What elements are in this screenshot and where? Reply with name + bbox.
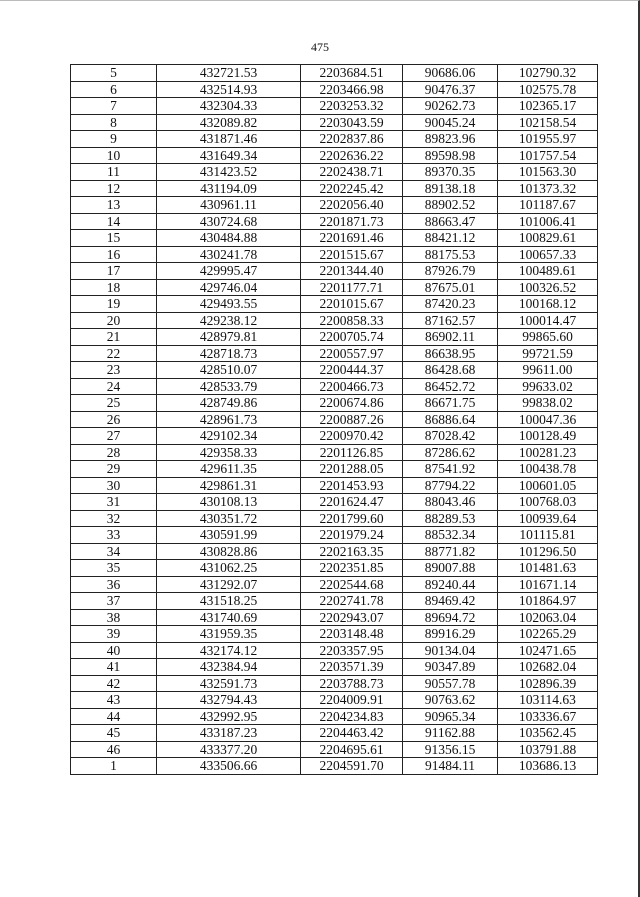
point-number-cell: 46: [71, 741, 157, 758]
coord-x-cell: 432384.94: [157, 659, 301, 676]
point-number-cell: 44: [71, 708, 157, 725]
coord-e-cell: 87162.57: [403, 312, 498, 329]
table-row: [71, 246, 598, 263]
coord-n-cell: 100768.03: [498, 494, 598, 511]
coord-n-cell: 101115.81: [498, 527, 598, 544]
coord-n-cell: 103114.63: [498, 692, 598, 709]
coord-y-cell: 2204591.70: [301, 758, 403, 775]
point-number-cell: 7: [71, 98, 157, 115]
coord-x-cell: 432992.95: [157, 708, 301, 725]
coord-n-cell: 101373.32: [498, 180, 598, 197]
coord-y-cell: 2203788.73: [301, 675, 403, 692]
coord-y-cell: 2204009.91: [301, 692, 403, 709]
table-row: [71, 329, 598, 346]
table-row: [71, 98, 598, 115]
point-number-cell: 34: [71, 543, 157, 560]
coord-e-cell: 89823.96: [403, 131, 498, 148]
coord-y-cell: 2202056.40: [301, 197, 403, 214]
coord-n-cell: 101671.14: [498, 576, 598, 593]
coord-n-cell: 99611.00: [498, 362, 598, 379]
point-number-cell: 28: [71, 444, 157, 461]
coord-n-cell: 100829.61: [498, 230, 598, 247]
table-row: [71, 692, 598, 709]
point-number-cell: 37: [71, 593, 157, 610]
coord-y-cell: 2201453.93: [301, 477, 403, 494]
coord-x-cell: 431194.09: [157, 180, 301, 197]
coord-n-cell: 103562.45: [498, 725, 598, 742]
coord-e-cell: 89007.88: [403, 560, 498, 577]
coord-y-cell: 2203148.48: [301, 626, 403, 643]
coord-e-cell: 88902.52: [403, 197, 498, 214]
coord-e-cell: 87286.62: [403, 444, 498, 461]
table-row: [71, 725, 598, 742]
coord-e-cell: 86671.75: [403, 395, 498, 412]
point-number-cell: 22: [71, 345, 157, 362]
point-number-cell: 21: [71, 329, 157, 346]
coord-e-cell: 88043.46: [403, 494, 498, 511]
coord-x-cell: 431871.46: [157, 131, 301, 148]
point-number-cell: 43: [71, 692, 157, 709]
point-number-cell: 26: [71, 411, 157, 428]
coord-y-cell: 2201126.85: [301, 444, 403, 461]
table-row: [71, 708, 598, 725]
coord-y-cell: 2201799.60: [301, 510, 403, 527]
coord-x-cell: 432089.82: [157, 114, 301, 131]
coord-n-cell: 100657.33: [498, 246, 598, 263]
coord-e-cell: 91162.88: [403, 725, 498, 742]
coord-y-cell: 2200444.37: [301, 362, 403, 379]
point-number-cell: 13: [71, 197, 157, 214]
coord-n-cell: 102471.65: [498, 642, 598, 659]
coord-y-cell: 2200674.86: [301, 395, 403, 412]
point-number-cell: 17: [71, 263, 157, 280]
coord-x-cell: 433187.23: [157, 725, 301, 742]
table-row: [71, 428, 598, 445]
coord-x-cell: 431423.52: [157, 164, 301, 181]
coord-y-cell: 2201288.05: [301, 461, 403, 478]
coord-n-cell: 102682.04: [498, 659, 598, 676]
table-row: [71, 477, 598, 494]
coord-n-cell: 100326.52: [498, 279, 598, 296]
point-number-cell: 6: [71, 81, 157, 98]
coord-e-cell: 91356.15: [403, 741, 498, 758]
point-number-cell: 12: [71, 180, 157, 197]
coord-n-cell: 100489.61: [498, 263, 598, 280]
point-number-cell: 19: [71, 296, 157, 313]
coord-e-cell: 88289.53: [403, 510, 498, 527]
coord-y-cell: 2203253.32: [301, 98, 403, 115]
table-row: [71, 378, 598, 395]
point-number-cell: 31: [71, 494, 157, 511]
coord-e-cell: 88175.53: [403, 246, 498, 263]
coord-x-cell: 430351.72: [157, 510, 301, 527]
coord-n-cell: 102365.17: [498, 98, 598, 115]
coord-x-cell: 430241.78: [157, 246, 301, 263]
coord-y-cell: 2204234.83: [301, 708, 403, 725]
coord-n-cell: 100014.47: [498, 312, 598, 329]
coord-x-cell: 432174.12: [157, 642, 301, 659]
coord-y-cell: 2200970.42: [301, 428, 403, 445]
coord-n-cell: 99721.59: [498, 345, 598, 362]
coord-x-cell: 431518.25: [157, 593, 301, 610]
coord-n-cell: 101481.63: [498, 560, 598, 577]
point-number-cell: 5: [71, 65, 157, 82]
coord-n-cell: 102158.54: [498, 114, 598, 131]
coord-y-cell: 2202438.71: [301, 164, 403, 181]
table-row: [71, 213, 598, 230]
coord-x-cell: 432794.43: [157, 692, 301, 709]
coord-e-cell: 90347.89: [403, 659, 498, 676]
coord-n-cell: 101187.67: [498, 197, 598, 214]
table-row: [71, 395, 598, 412]
coord-x-cell: 430484.88: [157, 230, 301, 247]
point-number-cell: 39: [71, 626, 157, 643]
coord-e-cell: 87675.01: [403, 279, 498, 296]
table-row: [71, 741, 598, 758]
coord-n-cell: 100128.49: [498, 428, 598, 445]
coord-y-cell: 2203357.95: [301, 642, 403, 659]
coord-n-cell: 103791.88: [498, 741, 598, 758]
point-number-cell: 23: [71, 362, 157, 379]
coord-y-cell: 2200858.33: [301, 312, 403, 329]
coord-y-cell: 2201344.40: [301, 263, 403, 280]
table-row: [71, 114, 598, 131]
coord-y-cell: 2202636.22: [301, 147, 403, 164]
coord-n-cell: 100168.12: [498, 296, 598, 313]
coord-e-cell: 87028.42: [403, 428, 498, 445]
point-number-cell: 14: [71, 213, 157, 230]
coord-y-cell: 2201691.46: [301, 230, 403, 247]
coord-e-cell: 89916.29: [403, 626, 498, 643]
coord-n-cell: 100281.23: [498, 444, 598, 461]
table-row: [71, 147, 598, 164]
coord-e-cell: 89370.35: [403, 164, 498, 181]
coord-y-cell: 2203571.39: [301, 659, 403, 676]
point-number-cell: 8: [71, 114, 157, 131]
table-row: [71, 296, 598, 313]
coord-e-cell: 87541.92: [403, 461, 498, 478]
coord-y-cell: 2200557.97: [301, 345, 403, 362]
coord-x-cell: 431062.25: [157, 560, 301, 577]
table-row: [71, 411, 598, 428]
table-row: [71, 81, 598, 98]
point-number-cell: 18: [71, 279, 157, 296]
coord-e-cell: 88421.12: [403, 230, 498, 247]
coord-n-cell: 101296.50: [498, 543, 598, 560]
coord-e-cell: 91484.11: [403, 758, 498, 775]
coord-y-cell: 2202245.42: [301, 180, 403, 197]
point-number-cell: 20: [71, 312, 157, 329]
point-number-cell: 27: [71, 428, 157, 445]
coord-y-cell: 2201624.47: [301, 494, 403, 511]
point-number-cell: 16: [71, 246, 157, 263]
coord-x-cell: 432591.73: [157, 675, 301, 692]
coord-e-cell: 90686.06: [403, 65, 498, 82]
point-number-cell: 10: [71, 147, 157, 164]
coord-e-cell: 88771.82: [403, 543, 498, 560]
coord-n-cell: 100601.05: [498, 477, 598, 494]
coord-y-cell: 2200705.74: [301, 329, 403, 346]
coord-x-cell: 430724.68: [157, 213, 301, 230]
coord-n-cell: 100438.78: [498, 461, 598, 478]
coord-e-cell: 89694.72: [403, 609, 498, 626]
coord-y-cell: 2202351.85: [301, 560, 403, 577]
coord-n-cell: 103336.67: [498, 708, 598, 725]
coord-x-cell: 428510.07: [157, 362, 301, 379]
coord-n-cell: 101006.41: [498, 213, 598, 230]
coord-x-cell: 429746.04: [157, 279, 301, 296]
table-row: [71, 494, 598, 511]
coord-n-cell: 102790.32: [498, 65, 598, 82]
coord-n-cell: 99865.60: [498, 329, 598, 346]
table-row: [71, 230, 598, 247]
coordinates-table-body: [71, 65, 598, 775]
coord-e-cell: 86428.68: [403, 362, 498, 379]
coord-x-cell: 432304.33: [157, 98, 301, 115]
coord-e-cell: 86638.95: [403, 345, 498, 362]
table-row: [71, 527, 598, 544]
coord-e-cell: 90262.73: [403, 98, 498, 115]
coord-y-cell: 2203466.98: [301, 81, 403, 98]
coord-n-cell: 100939.64: [498, 510, 598, 527]
coord-n-cell: 101757.54: [498, 147, 598, 164]
coord-n-cell: 100047.36: [498, 411, 598, 428]
coord-y-cell: 2202163.35: [301, 543, 403, 560]
coord-y-cell: 2203684.51: [301, 65, 403, 82]
coord-x-cell: 431292.07: [157, 576, 301, 593]
coord-e-cell: 90476.37: [403, 81, 498, 98]
point-number-cell: 32: [71, 510, 157, 527]
point-number-cell: 15: [71, 230, 157, 247]
coord-e-cell: 89138.18: [403, 180, 498, 197]
coord-e-cell: 88663.47: [403, 213, 498, 230]
coord-x-cell: 433377.20: [157, 741, 301, 758]
table-row: [71, 659, 598, 676]
coord-y-cell: 2200887.26: [301, 411, 403, 428]
table-row: [71, 279, 598, 296]
coord-x-cell: 429611.35: [157, 461, 301, 478]
coord-n-cell: 101864.97: [498, 593, 598, 610]
table-row: [71, 576, 598, 593]
coord-y-cell: 2204463.42: [301, 725, 403, 742]
coord-x-cell: 430591.99: [157, 527, 301, 544]
coord-y-cell: 2201015.67: [301, 296, 403, 313]
table-row: [71, 593, 598, 610]
coord-e-cell: 90763.62: [403, 692, 498, 709]
coord-e-cell: 90557.78: [403, 675, 498, 692]
coord-x-cell: 429358.33: [157, 444, 301, 461]
coord-e-cell: 86886.64: [403, 411, 498, 428]
point-number-cell: 45: [71, 725, 157, 742]
table-row: [71, 461, 598, 478]
table-row: [71, 444, 598, 461]
coord-n-cell: 103686.13: [498, 758, 598, 775]
table-row: [71, 65, 598, 82]
coord-e-cell: 90965.34: [403, 708, 498, 725]
coord-e-cell: 88532.34: [403, 527, 498, 544]
point-number-cell: 33: [71, 527, 157, 544]
table-row: [71, 345, 598, 362]
coord-e-cell: 89469.42: [403, 593, 498, 610]
coord-e-cell: 87926.79: [403, 263, 498, 280]
table-row: [71, 560, 598, 577]
coord-x-cell: 428533.79: [157, 378, 301, 395]
table-row: [71, 609, 598, 626]
table-row: [71, 164, 598, 181]
point-number-cell: 11: [71, 164, 157, 181]
point-number-cell: 24: [71, 378, 157, 395]
coord-n-cell: 101563.30: [498, 164, 598, 181]
coord-e-cell: 86452.72: [403, 378, 498, 395]
coord-e-cell: 87420.23: [403, 296, 498, 313]
coord-e-cell: 87794.22: [403, 477, 498, 494]
coord-e-cell: 90045.24: [403, 114, 498, 131]
coord-y-cell: 2202837.86: [301, 131, 403, 148]
coord-y-cell: 2203043.59: [301, 114, 403, 131]
coord-y-cell: 2201871.73: [301, 213, 403, 230]
coord-x-cell: 429102.34: [157, 428, 301, 445]
coord-y-cell: 2201979.24: [301, 527, 403, 544]
coord-n-cell: 102265.29: [498, 626, 598, 643]
coord-y-cell: 2201515.67: [301, 246, 403, 263]
table-row: [71, 675, 598, 692]
point-number-cell: 30: [71, 477, 157, 494]
point-number-cell: 41: [71, 659, 157, 676]
point-number-cell: 9: [71, 131, 157, 148]
coord-x-cell: 432514.93: [157, 81, 301, 98]
table-row: [71, 626, 598, 643]
page-number: 475: [311, 40, 329, 54]
table-row: [71, 197, 598, 214]
table-row: [71, 510, 598, 527]
coord-n-cell: 99838.02: [498, 395, 598, 412]
coord-e-cell: 90134.04: [403, 642, 498, 659]
coord-e-cell: 89598.98: [403, 147, 498, 164]
table-row: [71, 131, 598, 148]
coord-n-cell: 102063.04: [498, 609, 598, 626]
coord-x-cell: 431959.35: [157, 626, 301, 643]
point-number-cell: 25: [71, 395, 157, 412]
point-number-cell: 1: [71, 758, 157, 775]
point-number-cell: 38: [71, 609, 157, 626]
coord-x-cell: 430961.11: [157, 197, 301, 214]
coord-x-cell: 432721.53: [157, 65, 301, 82]
coord-n-cell: 102575.78: [498, 81, 598, 98]
point-number-cell: 40: [71, 642, 157, 659]
coord-n-cell: 102896.39: [498, 675, 598, 692]
coord-y-cell: 2200466.73: [301, 378, 403, 395]
coord-x-cell: 431649.34: [157, 147, 301, 164]
coord-y-cell: 2202741.78: [301, 593, 403, 610]
coord-x-cell: 429238.12: [157, 312, 301, 329]
point-number-cell: 36: [71, 576, 157, 593]
table-row: [71, 180, 598, 197]
coord-x-cell: 429995.47: [157, 263, 301, 280]
coord-x-cell: 428718.73: [157, 345, 301, 362]
coord-x-cell: 433506.66: [157, 758, 301, 775]
coord-x-cell: 428979.81: [157, 329, 301, 346]
coord-y-cell: 2202544.68: [301, 576, 403, 593]
coord-e-cell: 89240.44: [403, 576, 498, 593]
table-row: [71, 362, 598, 379]
coord-y-cell: 2202943.07: [301, 609, 403, 626]
coord-x-cell: 429493.55: [157, 296, 301, 313]
table-row: [71, 758, 598, 775]
coord-x-cell: 428961.73: [157, 411, 301, 428]
table-row: [71, 312, 598, 329]
coord-x-cell: 431740.69: [157, 609, 301, 626]
coord-x-cell: 430828.86: [157, 543, 301, 560]
point-number-cell: 35: [71, 560, 157, 577]
table-row: [71, 543, 598, 560]
coord-x-cell: 428749.86: [157, 395, 301, 412]
table-row: [71, 642, 598, 659]
coord-y-cell: 2204695.61: [301, 741, 403, 758]
point-number-cell: 42: [71, 675, 157, 692]
point-number-cell: 29: [71, 461, 157, 478]
coord-n-cell: 101955.97: [498, 131, 598, 148]
coord-x-cell: 429861.31: [157, 477, 301, 494]
table-row: [71, 263, 598, 280]
coord-e-cell: 86902.11: [403, 329, 498, 346]
coordinates-table: [70, 64, 598, 775]
coord-y-cell: 2201177.71: [301, 279, 403, 296]
coord-x-cell: 430108.13: [157, 494, 301, 511]
coord-n-cell: 99633.02: [498, 378, 598, 395]
